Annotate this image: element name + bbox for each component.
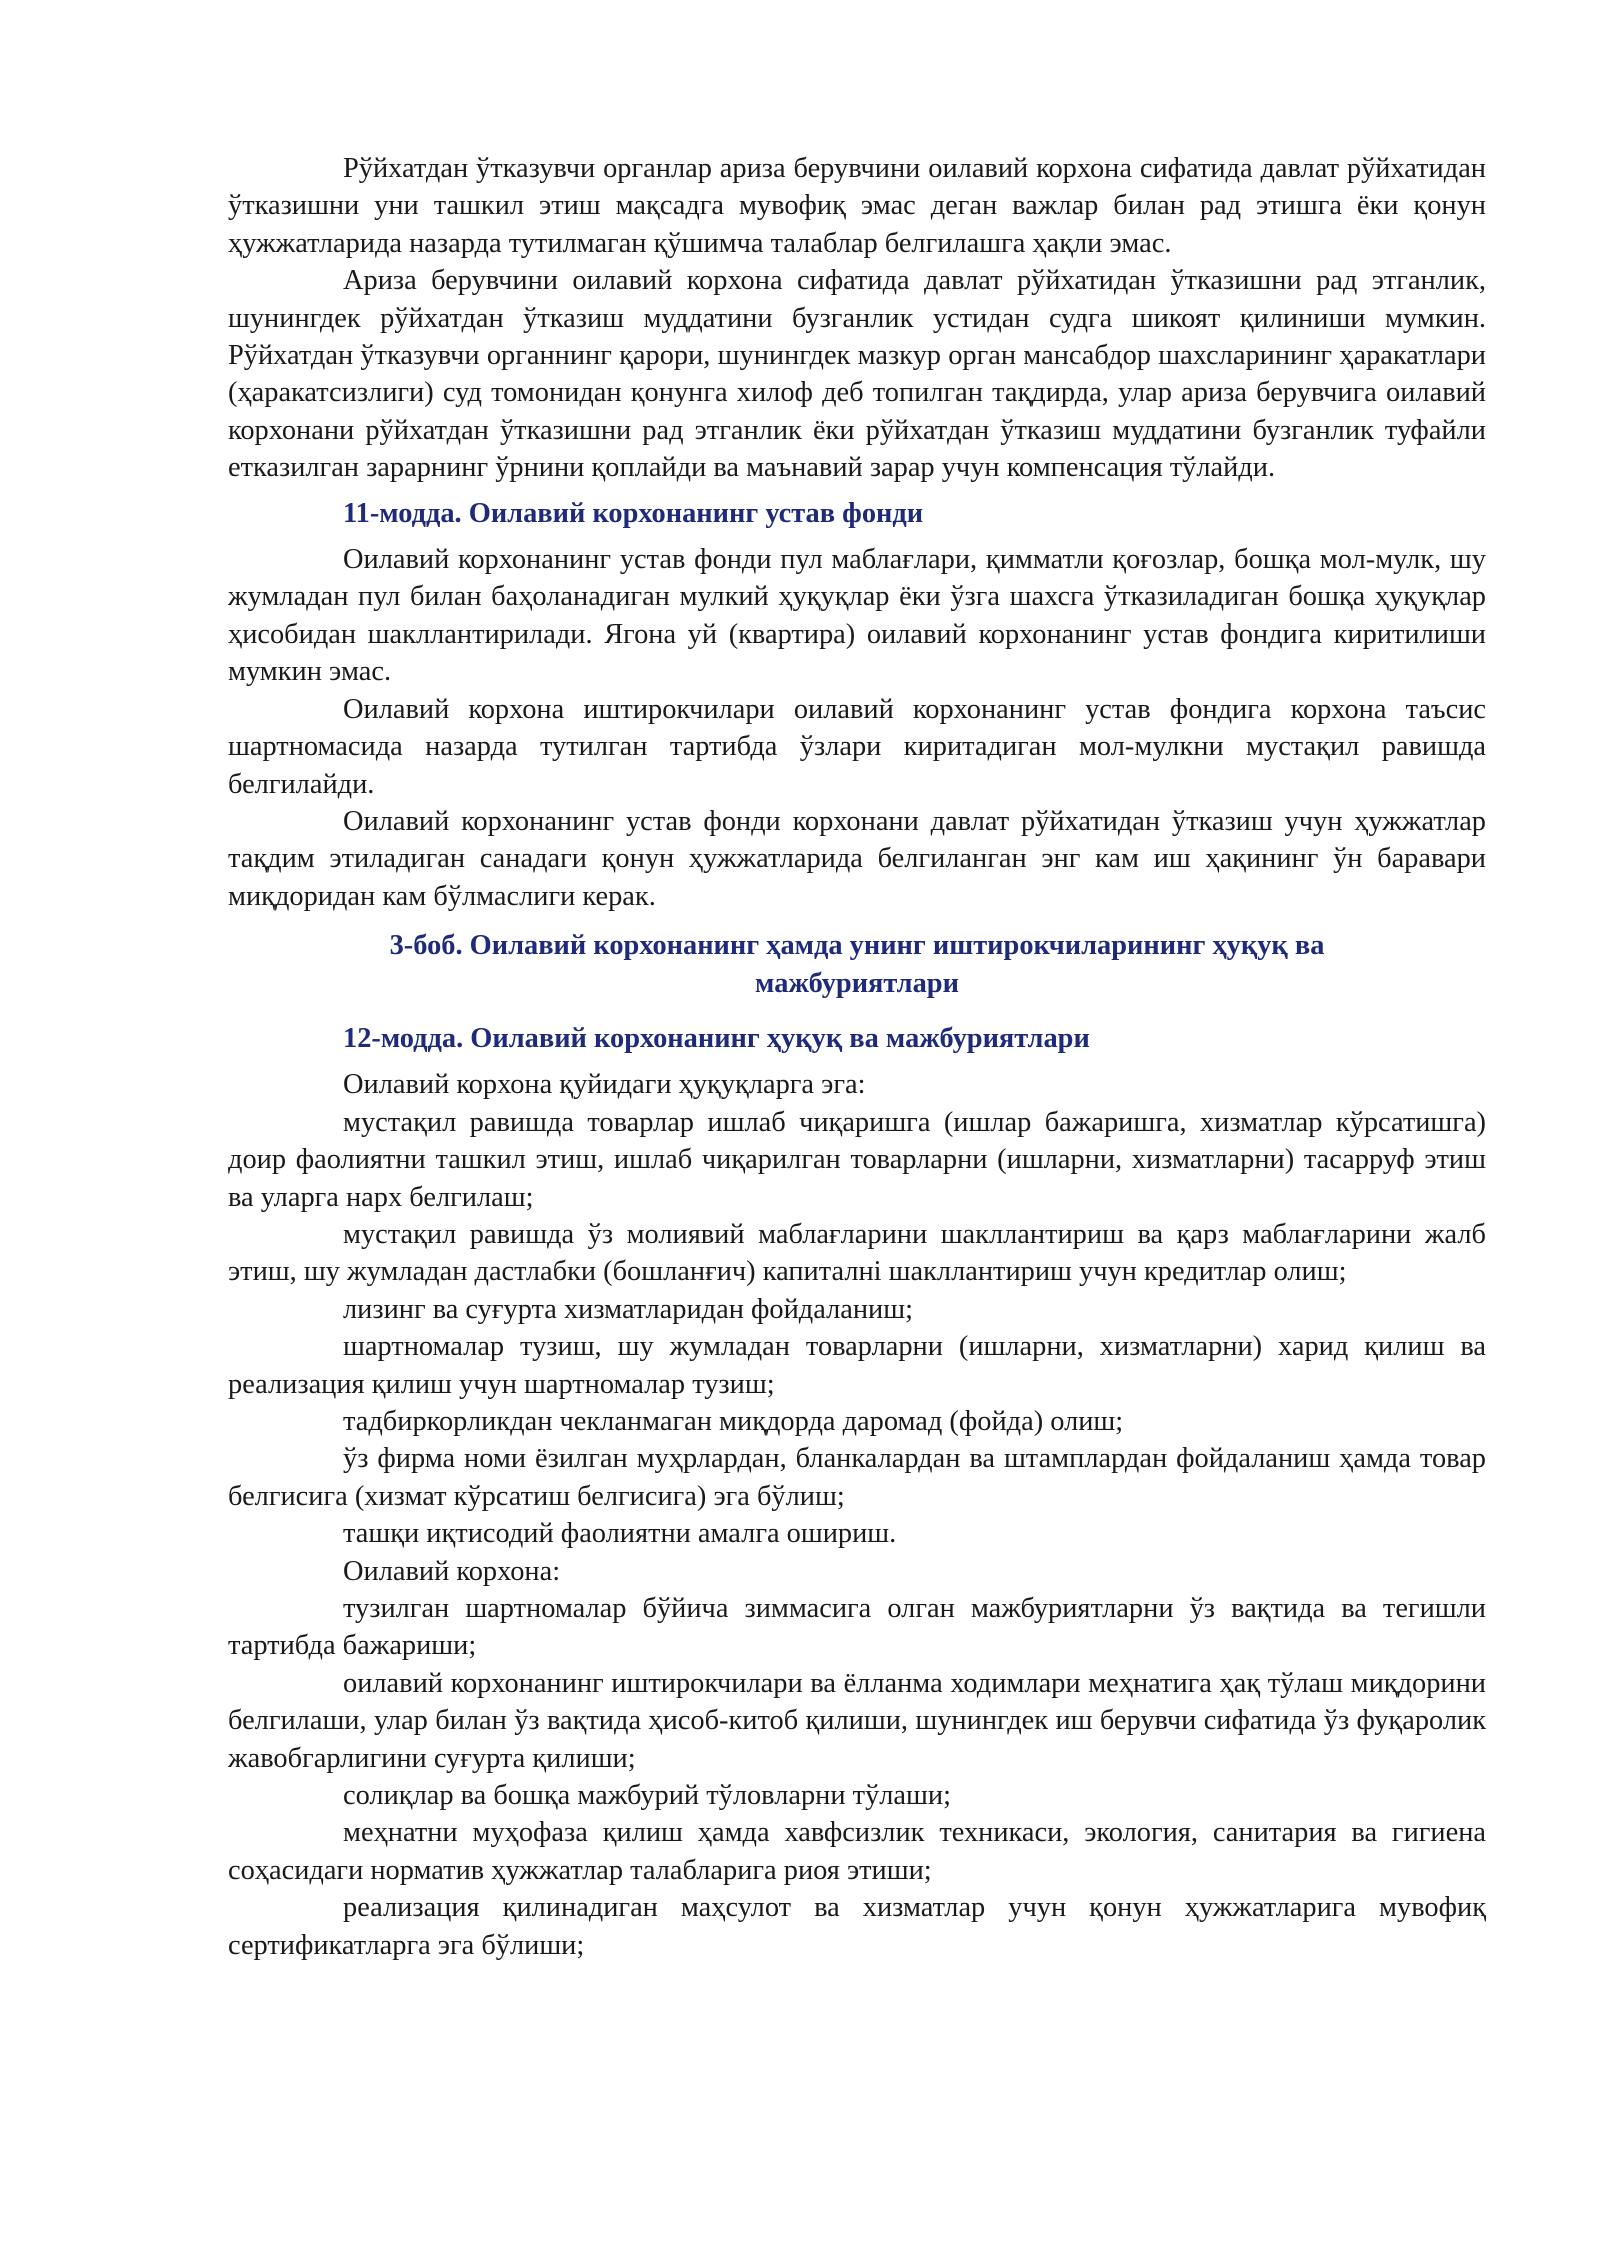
chapter-3-heading-line1: 3-боб. Оилавий корхонанинг ҳамда унинг иштирокчиларининг ҳуқуқ ва xyxy=(389,930,1325,962)
document-page xyxy=(228,150,1486,1964)
paragraph: Оилавий корхонанинг устав фонди пул маблағлари, қимматли қоғозлар, бошқа мол-мулк, шу жумладан пул билан баҳоланадиган мулкий ҳуқуқлар ёки ўзга шахсга ўтказиладиган бошқа ҳуқуқлар ҳисобидан шакллантирилади. Ягона уй (квартира) оилавий корхонанинг устав фондига киритилиши мумкин эмас. xyxy=(228,544,1486,688)
chapter-3-heading xyxy=(228,927,1486,1002)
list-item: шартномалар тузиш, шу жумладан товарларни (ишларни, хизматларни) харид қилиш ва реализация қилиш учун шартномалар тузиш; xyxy=(228,1331,1486,1400)
paragraph: Оилавий корхона иштирокчилари оилавий корхонанинг устав фондига корхона таъсис шартномасида назарда тутилган тартибда ўзлари киритадиган мол-мулкни мустақил равишда белгилайди. xyxy=(228,693,1486,800)
paragraph: Оилавий корхонанинг устав фонди корхонани давлат рўйхатидан ўтказиш учун ҳужжатлар тақдим этиладиган санадаги қонун ҳужжатларида белгиланган энг кам иш ҳақининг ўн баравари миқдоридан кам бўлмаслиги керак. xyxy=(228,805,1486,912)
list-item: оилавий корхонанинг иштирокчилари ва ёлланма ходимлари меҳнатига ҳақ тўлаш миқдорини белгилаши, улар билан ўз вақтида ҳисоб-китоб қилиши, шунингдек иш берувчи сифатида ўз фуқаролик жавобгарлигини суғурта қилиши; xyxy=(228,1667,1486,1774)
list-item: мустақил равишда товарлар ишлаб чиқаришга (ишлар бажаришга, хизматлар кўрсатишга) доир фаолиятни ташкил этиш, ишлаб чиқарилган товарларни (ишларни, хизматларни) тасарруф этиш ва уларга нарх белгилаш; xyxy=(228,1106,1486,1213)
list-item: мустақил равишда ўз молиявий маблағларини шакллантириш ва қарз маблағларини жалб этиш, шу жумладан дастлабки (бошланғич) капиталнi шакллантириш учун кредитлар олиш; xyxy=(228,1218,1486,1288)
list-item: тузилган шартномалар бўйича зиммасига олган мажбуриятларни ўз вақтида ва тегишли тартибда бажариши; xyxy=(228,1593,1486,1662)
list-item: ўз фирма номи ёзилган муҳрлардан, бланкалардан ва штамплардан фойдаланиш ҳамда товар белгисига (хизмат кўрсатиш белгисига) эга бўлиш; xyxy=(228,1443,1486,1512)
article-11-heading: 11-модда. Оилавий корхонанинг устав фонди xyxy=(343,497,924,529)
list-item: солиқлар ва бошқа мажбурий тўловларни тўлаши; xyxy=(343,1780,951,1812)
paragraph: Рўйхатдан ўтказувчи органлар ариза берувчини оилавий корхона сифатида давлат рўйхатидан ўтказишни уни ташкил этиш мақсадга мувофиқ эмас деган важлар билан рад этишга ёки қонун ҳужжатларида назарда тутилмаган қўшимча талаблар белгилашга ҳақли эмас. xyxy=(228,153,1486,259)
paragraph: Оилавий корхона қуйидаги ҳуқуқларга эга: xyxy=(343,1069,866,1101)
list-item: ташқи иқтисодий фаолиятни амалга ошириш. xyxy=(343,1518,897,1550)
list-item: тадбиркорликдан чекланмаган миқдорда даромад (фойда) олиш; xyxy=(343,1406,1124,1437)
list-item: меҳнатни муҳофаза қилиш ҳамда хавфсизлик техникаси, экология, санитария ва гигиена соҳасидаги норматив ҳужжатлар талабларига риоя этиши; xyxy=(228,1817,1486,1886)
chapter-3-heading-line2: мажбуриятлари xyxy=(755,967,959,999)
paragraph: Оилавий корхона: xyxy=(343,1555,561,1587)
list-item: реализация қилинадиган маҳсулот ва хизматлар учун қонун ҳужжатларига мувофиқ сертификатларга эга бўлиши; xyxy=(228,1892,1486,1961)
paragraph: Ариза берувчини оилавий корхона сифатида давлат рўйхатидан ўтказишни рад этганлик, шунингдек рўйхатдан ўтказиш муддатини бузганлик устидан судга шикоят қилиниши мумкин. Рўйхатдан ўтказувчи органнинг қарори, шунингдек мазкур орган мансабдор шахсларининг ҳаракатлари (ҳаракатсизлиги) суд томонидан қонунга хилоф деб топилган тақдирда, улар ариза берувчига оилавий корхонани рўйхатдан ўтказишни рад этганлик ёки рўйхатдан ўтказиш муддатини бузганлик туфайли етказилган зарарнинг ўрнини қоплайди ва маънавий зарар учун компенсация тўлайди. xyxy=(228,265,1486,484)
list-item: лизинг ва суғурта хизматларидан фойдаланиш; xyxy=(343,1293,913,1325)
article-12-heading: 12-модда. Оилавий корхонанинг ҳуқуқ ва мажбуриятлари xyxy=(343,1022,1090,1054)
